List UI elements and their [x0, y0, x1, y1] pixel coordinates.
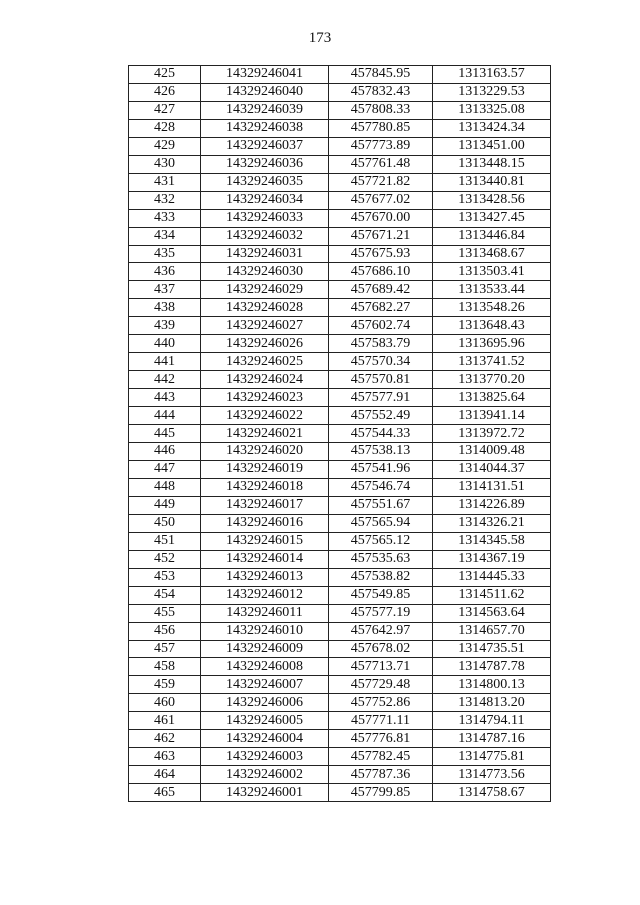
point-id-cell: 14329246019 [201, 460, 329, 478]
x-coordinate-cell: 457771.11 [329, 712, 433, 730]
row-index-cell: 434 [129, 227, 201, 245]
table-row [129, 191, 551, 209]
y-coordinate-cell: 1313163.57 [433, 66, 551, 84]
point-id-cell: 14329246038 [201, 119, 329, 137]
point-id-cell: 14329246006 [201, 694, 329, 712]
y-coordinate-cell: 1314775.81 [433, 748, 551, 766]
table-row [129, 281, 551, 299]
row-index-cell: 463 [129, 748, 201, 766]
x-coordinate-cell: 457686.10 [329, 263, 433, 281]
x-coordinate-cell: 457541.96 [329, 460, 433, 478]
point-id-cell: 14329246028 [201, 299, 329, 317]
table-row [129, 622, 551, 640]
point-id-cell: 14329246029 [201, 281, 329, 299]
point-id-cell: 14329246013 [201, 568, 329, 586]
table-row [129, 317, 551, 335]
y-coordinate-cell: 1313741.52 [433, 353, 551, 371]
y-coordinate-cell: 1313695.96 [433, 335, 551, 353]
y-coordinate-cell: 1313229.53 [433, 83, 551, 101]
table-row [129, 766, 551, 784]
point-id-cell: 14329246032 [201, 227, 329, 245]
x-coordinate-cell: 457551.67 [329, 496, 433, 514]
table-row [129, 263, 551, 281]
point-id-cell: 14329246021 [201, 425, 329, 443]
y-coordinate-cell: 1314773.56 [433, 766, 551, 784]
point-id-cell: 14329246001 [201, 784, 329, 802]
table-row [129, 586, 551, 604]
point-id-cell: 14329246020 [201, 443, 329, 461]
x-coordinate-cell: 457577.91 [329, 389, 433, 407]
y-coordinate-cell: 1314367.19 [433, 550, 551, 568]
point-id-cell: 14329246022 [201, 407, 329, 425]
page-number: 173 [308, 30, 332, 46]
x-coordinate-cell: 457799.85 [329, 784, 433, 802]
row-index-cell: 458 [129, 658, 201, 676]
row-index-cell: 431 [129, 173, 201, 191]
table-row [129, 137, 551, 155]
point-id-cell: 14329246041 [201, 66, 329, 84]
x-coordinate-cell: 457780.85 [329, 119, 433, 137]
row-index-cell: 455 [129, 604, 201, 622]
point-id-cell: 14329246018 [201, 478, 329, 496]
point-id-cell: 14329246025 [201, 353, 329, 371]
x-coordinate-cell: 457832.43 [329, 83, 433, 101]
table-row [129, 784, 551, 802]
row-index-cell: 457 [129, 640, 201, 658]
x-coordinate-cell: 457570.34 [329, 353, 433, 371]
row-index-cell: 440 [129, 335, 201, 353]
point-id-cell: 14329246036 [201, 155, 329, 173]
x-coordinate-cell: 457544.33 [329, 425, 433, 443]
y-coordinate-cell: 1314226.89 [433, 496, 551, 514]
row-index-cell: 426 [129, 83, 201, 101]
table-row [129, 209, 551, 227]
point-id-cell: 14329246007 [201, 676, 329, 694]
table-row [129, 514, 551, 532]
y-coordinate-cell: 1314758.67 [433, 784, 551, 802]
point-id-cell: 14329246003 [201, 748, 329, 766]
point-id-cell: 14329246012 [201, 586, 329, 604]
row-index-cell: 465 [129, 784, 201, 802]
x-coordinate-cell: 457677.02 [329, 191, 433, 209]
y-coordinate-cell: 1313325.08 [433, 101, 551, 119]
y-coordinate-cell: 1314787.78 [433, 658, 551, 676]
x-coordinate-cell: 457538.82 [329, 568, 433, 586]
y-coordinate-cell: 1313448.15 [433, 155, 551, 173]
row-index-cell: 450 [129, 514, 201, 532]
row-index-cell: 460 [129, 694, 201, 712]
y-coordinate-cell: 1313451.00 [433, 137, 551, 155]
point-id-cell: 14329246030 [201, 263, 329, 281]
y-coordinate-cell: 1313533.44 [433, 281, 551, 299]
x-coordinate-cell: 457535.63 [329, 550, 433, 568]
table-row [129, 676, 551, 694]
coordinates-table [128, 65, 551, 802]
row-index-cell: 453 [129, 568, 201, 586]
table-row [129, 568, 551, 586]
row-index-cell: 425 [129, 66, 201, 84]
point-id-cell: 14329246024 [201, 371, 329, 389]
table-row [129, 748, 551, 766]
x-coordinate-cell: 457787.36 [329, 766, 433, 784]
row-index-cell: 459 [129, 676, 201, 694]
table-row [129, 101, 551, 119]
y-coordinate-cell: 1313825.64 [433, 389, 551, 407]
table-row [129, 407, 551, 425]
x-coordinate-cell: 457546.74 [329, 478, 433, 496]
table-row [129, 730, 551, 748]
y-coordinate-cell: 1314657.70 [433, 622, 551, 640]
row-index-cell: 427 [129, 101, 201, 119]
point-id-cell: 14329246037 [201, 137, 329, 155]
y-coordinate-cell: 1313440.81 [433, 173, 551, 191]
point-id-cell: 14329246004 [201, 730, 329, 748]
table-row [129, 460, 551, 478]
point-id-cell: 14329246026 [201, 335, 329, 353]
row-index-cell: 442 [129, 371, 201, 389]
y-coordinate-cell: 1313428.56 [433, 191, 551, 209]
row-index-cell: 461 [129, 712, 201, 730]
row-index-cell: 452 [129, 550, 201, 568]
x-coordinate-cell: 457549.85 [329, 586, 433, 604]
table-row [129, 640, 551, 658]
point-id-cell: 14329246008 [201, 658, 329, 676]
row-index-cell: 454 [129, 586, 201, 604]
x-coordinate-cell: 457678.02 [329, 640, 433, 658]
y-coordinate-cell: 1313446.84 [433, 227, 551, 245]
table-row [129, 299, 551, 317]
row-index-cell: 462 [129, 730, 201, 748]
row-index-cell: 444 [129, 407, 201, 425]
x-coordinate-cell: 457752.86 [329, 694, 433, 712]
x-coordinate-cell: 457845.95 [329, 66, 433, 84]
y-coordinate-cell: 1314813.20 [433, 694, 551, 712]
table-row [129, 335, 551, 353]
x-coordinate-cell: 457773.89 [329, 137, 433, 155]
point-id-cell: 14329246016 [201, 514, 329, 532]
x-coordinate-cell: 457583.79 [329, 335, 433, 353]
x-coordinate-cell: 457565.94 [329, 514, 433, 532]
row-index-cell: 438 [129, 299, 201, 317]
table-row [129, 443, 551, 461]
x-coordinate-cell: 457552.49 [329, 407, 433, 425]
row-index-cell: 433 [129, 209, 201, 227]
table-row [129, 532, 551, 550]
point-id-cell: 14329246009 [201, 640, 329, 658]
x-coordinate-cell: 457682.27 [329, 299, 433, 317]
row-index-cell: 446 [129, 443, 201, 461]
table-row [129, 227, 551, 245]
point-id-cell: 14329246014 [201, 550, 329, 568]
x-coordinate-cell: 457776.81 [329, 730, 433, 748]
y-coordinate-cell: 1313648.43 [433, 317, 551, 335]
row-index-cell: 451 [129, 532, 201, 550]
point-id-cell: 14329246010 [201, 622, 329, 640]
x-coordinate-cell: 457642.97 [329, 622, 433, 640]
table-row [129, 712, 551, 730]
y-coordinate-cell: 1313548.26 [433, 299, 551, 317]
y-coordinate-cell: 1314345.58 [433, 532, 551, 550]
y-coordinate-cell: 1314326.21 [433, 514, 551, 532]
table-row [129, 694, 551, 712]
x-coordinate-cell: 457721.82 [329, 173, 433, 191]
y-coordinate-cell: 1313427.45 [433, 209, 551, 227]
point-id-cell: 14329246034 [201, 191, 329, 209]
point-id-cell: 14329246011 [201, 604, 329, 622]
table-row [129, 245, 551, 263]
y-coordinate-cell: 1314735.51 [433, 640, 551, 658]
y-coordinate-cell: 1313468.67 [433, 245, 551, 263]
y-coordinate-cell: 1314787.16 [433, 730, 551, 748]
x-coordinate-cell: 457675.93 [329, 245, 433, 263]
y-coordinate-cell: 1314800.13 [433, 676, 551, 694]
point-id-cell: 14329246040 [201, 83, 329, 101]
y-coordinate-cell: 1313941.14 [433, 407, 551, 425]
point-id-cell: 14329246035 [201, 173, 329, 191]
row-index-cell: 441 [129, 353, 201, 371]
row-index-cell: 464 [129, 766, 201, 784]
table-row [129, 389, 551, 407]
y-coordinate-cell: 1314445.33 [433, 568, 551, 586]
x-coordinate-cell: 457689.42 [329, 281, 433, 299]
row-index-cell: 429 [129, 137, 201, 155]
x-coordinate-cell: 457538.13 [329, 443, 433, 461]
x-coordinate-cell: 457729.48 [329, 676, 433, 694]
table-row [129, 604, 551, 622]
x-coordinate-cell: 457808.33 [329, 101, 433, 119]
row-index-cell: 445 [129, 425, 201, 443]
x-coordinate-cell: 457782.45 [329, 748, 433, 766]
point-id-cell: 14329246027 [201, 317, 329, 335]
point-id-cell: 14329246023 [201, 389, 329, 407]
row-index-cell: 437 [129, 281, 201, 299]
table-body [129, 66, 551, 802]
y-coordinate-cell: 1314511.62 [433, 586, 551, 604]
point-id-cell: 14329246002 [201, 766, 329, 784]
y-coordinate-cell: 1314563.64 [433, 604, 551, 622]
table-row [129, 425, 551, 443]
x-coordinate-cell: 457671.21 [329, 227, 433, 245]
table-row [129, 658, 551, 676]
y-coordinate-cell: 1313503.41 [433, 263, 551, 281]
table-row [129, 478, 551, 496]
row-index-cell: 443 [129, 389, 201, 407]
y-coordinate-cell: 1313972.72 [433, 425, 551, 443]
x-coordinate-cell: 457670.00 [329, 209, 433, 227]
y-coordinate-cell: 1313424.34 [433, 119, 551, 137]
row-index-cell: 436 [129, 263, 201, 281]
x-coordinate-cell: 457565.12 [329, 532, 433, 550]
row-index-cell: 447 [129, 460, 201, 478]
table-row [129, 66, 551, 84]
table-row [129, 371, 551, 389]
y-coordinate-cell: 1314009.48 [433, 443, 551, 461]
x-coordinate-cell: 457761.48 [329, 155, 433, 173]
row-index-cell: 448 [129, 478, 201, 496]
table-row [129, 155, 551, 173]
point-id-cell: 14329246039 [201, 101, 329, 119]
point-id-cell: 14329246015 [201, 532, 329, 550]
row-index-cell: 435 [129, 245, 201, 263]
row-index-cell: 432 [129, 191, 201, 209]
y-coordinate-cell: 1314131.51 [433, 478, 551, 496]
row-index-cell: 428 [129, 119, 201, 137]
point-id-cell: 14329246031 [201, 245, 329, 263]
x-coordinate-cell: 457602.74 [329, 317, 433, 335]
table-row [129, 496, 551, 514]
row-index-cell: 456 [129, 622, 201, 640]
x-coordinate-cell: 457713.71 [329, 658, 433, 676]
table-row [129, 353, 551, 371]
point-id-cell: 14329246017 [201, 496, 329, 514]
table-row [129, 119, 551, 137]
table-row [129, 550, 551, 568]
row-index-cell: 449 [129, 496, 201, 514]
point-id-cell: 14329246033 [201, 209, 329, 227]
table-row [129, 83, 551, 101]
row-index-cell: 439 [129, 317, 201, 335]
x-coordinate-cell: 457577.19 [329, 604, 433, 622]
y-coordinate-cell: 1313770.20 [433, 371, 551, 389]
y-coordinate-cell: 1314794.11 [433, 712, 551, 730]
row-index-cell: 430 [129, 155, 201, 173]
point-id-cell: 14329246005 [201, 712, 329, 730]
y-coordinate-cell: 1314044.37 [433, 460, 551, 478]
x-coordinate-cell: 457570.81 [329, 371, 433, 389]
table-row [129, 173, 551, 191]
